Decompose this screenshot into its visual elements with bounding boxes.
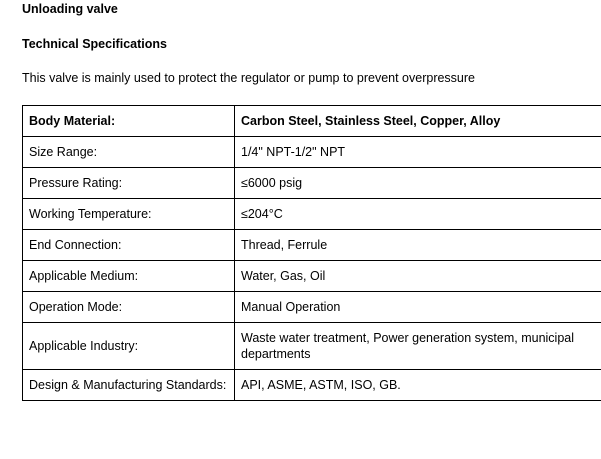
spec-label: Body Material: xyxy=(23,106,235,137)
intro-paragraph: This valve is mainly used to protect the regulator or pump to prevent overpressure xyxy=(22,71,475,85)
spec-value: Carbon Steel, Stainless Steel, Copper, Alloy xyxy=(235,106,601,137)
spec-label: Operation Mode: xyxy=(23,292,235,323)
spec-label: Size Range: xyxy=(23,137,235,168)
spec-value: ≤6000 psig xyxy=(235,168,601,199)
spec-value: Waste water treatment, Power generation system, municipal departments xyxy=(235,323,601,370)
spec-label: Applicable Industry: xyxy=(23,323,235,370)
spec-value: Thread, Ferrule xyxy=(235,230,601,261)
table-row xyxy=(23,199,601,230)
table-row xyxy=(23,137,601,168)
spec-label: Design & Manufacturing Standards: xyxy=(23,370,235,401)
spec-label: Working Temperature: xyxy=(23,199,235,230)
spec-label: Applicable Medium: xyxy=(23,261,235,292)
spec-value: ≤204°C xyxy=(235,199,601,230)
specifications-table xyxy=(22,105,601,401)
section-heading-technical-specifications: Technical Specifications xyxy=(22,37,167,51)
spec-value: Water, Gas, Oil xyxy=(235,261,601,292)
spec-value: API, ASME, ASTM, ISO, GB. xyxy=(235,370,601,401)
table-row xyxy=(23,168,601,199)
spec-label: Pressure Rating: xyxy=(23,168,235,199)
page-title: Unloading valve xyxy=(22,2,118,16)
table-row xyxy=(23,106,601,137)
table-row xyxy=(23,230,601,261)
spec-value: Manual Operation xyxy=(235,292,601,323)
spec-value: 1/4" NPT-1/2" NPT xyxy=(235,137,601,168)
table-row xyxy=(23,323,601,370)
table-row xyxy=(23,261,601,292)
table-row xyxy=(23,370,601,401)
table-row xyxy=(23,292,601,323)
spec-label: End Connection: xyxy=(23,230,235,261)
